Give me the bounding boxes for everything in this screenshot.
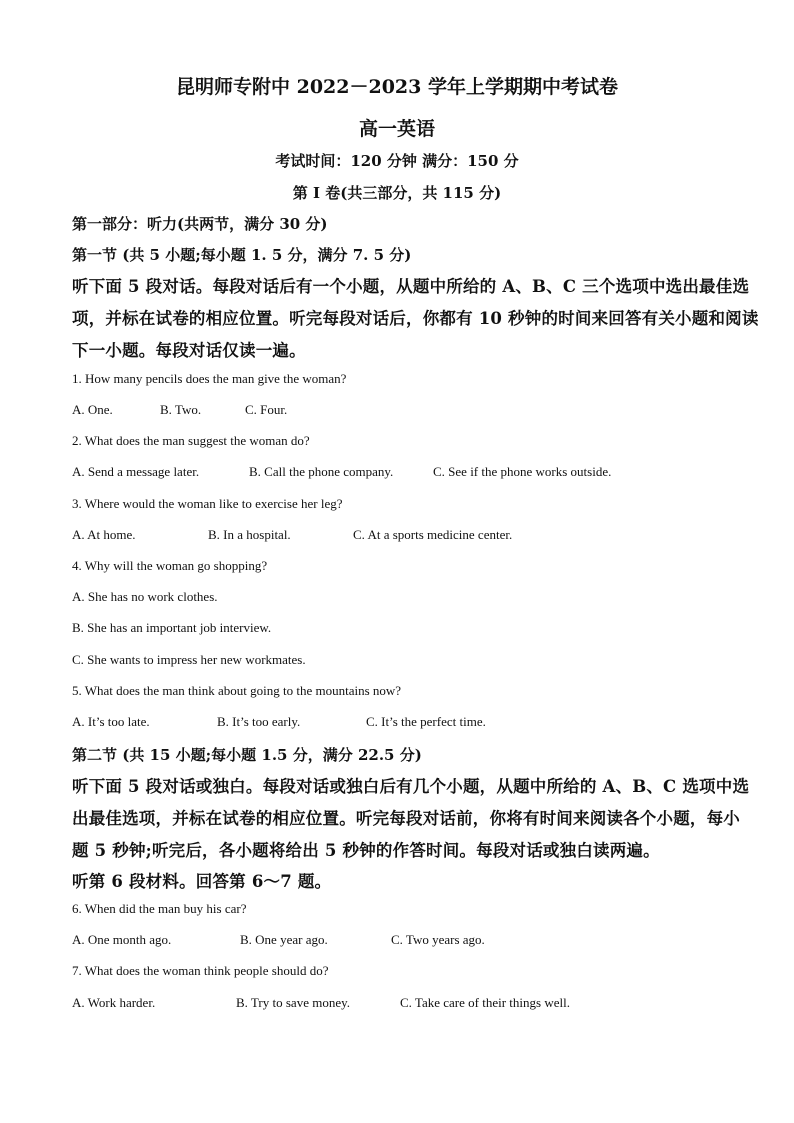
- option-4a: A. She has no work clothes.: [72, 589, 218, 604]
- option-3c: C. At a sports medicine center.: [353, 527, 513, 542]
- question-3: 3. Where would the woman like to exercise her leg?: [72, 496, 343, 511]
- option-2b: B. Call the phone company.: [249, 464, 394, 479]
- option-1c: C. Four.: [245, 402, 288, 417]
- option-3b: B. In a hospital.: [208, 527, 291, 542]
- option-2a: A. Send a message later.: [72, 464, 200, 479]
- option-3a: A. At home.: [72, 527, 136, 542]
- section1-heading: 第一节 (共 5 小题;每小题 1. 5 分，满分 7. 5 分): [72, 246, 412, 264]
- option-1a: A. One.: [72, 402, 113, 417]
- option-7c: C. Take care of their things well.: [400, 995, 570, 1010]
- section2-instruction-line: 题 5 秒钟;听完后，各小题将给出 5 秒钟的作答时间。每段对话或独白读两遍。: [72, 841, 660, 860]
- material-heading: 听第 6 段材料。回答第 6～7 题。: [72, 872, 332, 891]
- question-6: 6. When did the man buy his car?: [72, 901, 247, 916]
- section2-heading: 第二节 (共 15 小题;每小题 1.5 分，满分 22.5 分): [72, 746, 422, 764]
- option-6b: B. One year ago.: [240, 932, 328, 947]
- exam-title: 昆明师专附中 2022－2023 学年上学期期中考试卷: [176, 76, 618, 98]
- section2-instruction-line: 出最佳选项，并标在试卷的相应位置。听完每段对话前，你将有时间来阅读各个小题，每小: [72, 809, 740, 828]
- question-7: 7. What does the woman think people should do?: [72, 963, 329, 978]
- option-5b: B. It’s too early.: [217, 714, 301, 729]
- option-4b: B. She has an important job interview.: [72, 620, 272, 635]
- question-2: 2. What does the man suggest the woman do?: [72, 433, 310, 448]
- question-4: 4. Why will the woman go shopping?: [72, 558, 268, 573]
- section2-instruction-line: 听下面 5 段对话或独白。每段对话或独白后有几个小题，从题中所给的 A、B、C 选项中选: [72, 777, 750, 796]
- option-6c: C. Two years ago.: [391, 932, 485, 947]
- option-5c: C. It’s the perfect time.: [366, 714, 486, 729]
- question-5: 5. What does the man think about going to the mountains now?: [72, 683, 402, 698]
- section1-instruction-line: 项，并标在试卷的相应位置。听完每段对话后，你都有 10 秒钟的时间来回答有关小题和阅读: [72, 309, 759, 328]
- part1-heading: 第一部分：听力(共两节，满分 30 分): [72, 215, 328, 233]
- section1-instruction-line: 听下面 5 段对话。每段对话后有一个小题，从题中所给的 A、B、C 三个选项中选出最佳选: [72, 277, 750, 296]
- question-1: 1. How many pencils does the man give the woman?: [72, 371, 347, 386]
- volume-heading: 第 I 卷(共三部分，共 115 分): [292, 184, 502, 202]
- option-7a: A. Work harder.: [72, 995, 156, 1010]
- option-6a: A. One month ago.: [72, 932, 172, 947]
- option-7b: B. Try to save money.: [236, 995, 350, 1010]
- option-1b: B. Two.: [160, 402, 202, 417]
- option-2c: C. See if the phone works outside.: [433, 464, 612, 479]
- exam-info: 考试时间：120 分钟 满分：150 分: [275, 152, 519, 170]
- subject-title: 高一英语: [358, 118, 435, 140]
- option-5a: A. It’s too late.: [72, 714, 150, 729]
- option-4c: C. She wants to impress her new workmates.: [72, 652, 306, 667]
- section1-instruction-line: 下一小题。每段对话仅读一遍。: [72, 341, 306, 360]
